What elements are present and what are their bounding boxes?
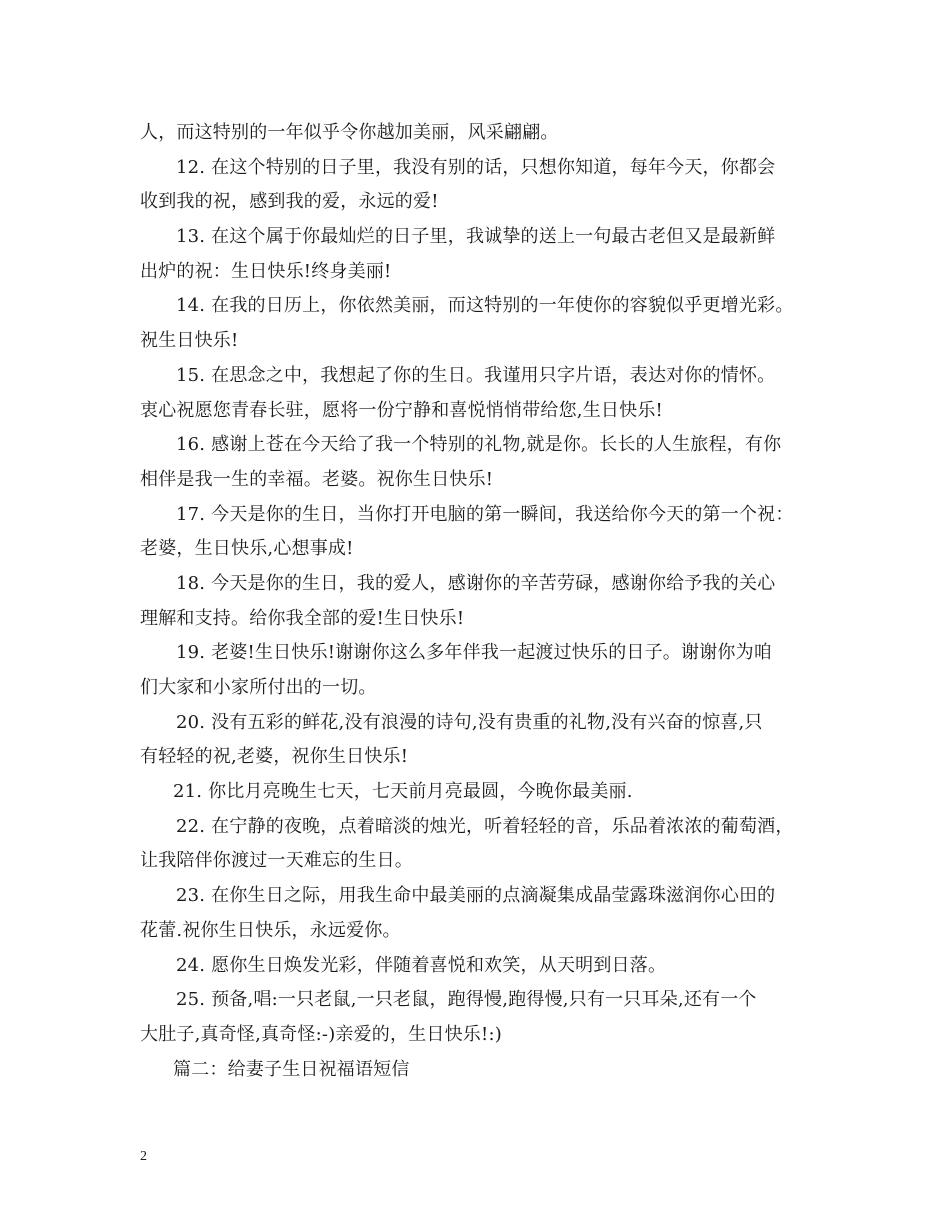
text-line: 22. 在宁静的夜晚，点着暗淡的烛光，听着轻轻的音，乐品着浓浓的葡萄酒， [176,815,794,837]
text-line: 相伴是我一生的幸福。老婆。祝你生日快乐! [140,468,494,490]
text-line: 祝生日快乐! [140,330,239,352]
text-line: 篇二：给妻子生日祝福语短信 [173,1058,410,1080]
text-line: 收到我的祝，感到我的爱，永远的爱! [140,191,439,213]
text-line: 人，而这特别的一年似乎令你越加美丽，风采翩翩。 [140,122,559,143]
text-line: 19. 老婆!生日快乐!谢谢你这么多年伴我一起渡过快乐的日子。谢谢你为咱 [176,642,773,664]
text-line: 让我陪伴你渡过一天难忘的生日。 [140,850,413,872]
text-line: 16. 感谢上苍在今天给了我一个特别的礼物,就是你。长长的人生旅程，有你 [176,434,782,456]
text-line: 大肚子,真奇怪,真奇怪:-)亲爱的，生日快乐!:) [140,1023,502,1045]
text-line: 18. 今天是你的生日，我的爱人，感谢你的辛苦劳碌，感谢你给予我的关心 [176,572,776,594]
text-line: 老婆，生日快乐,心想事成! [140,538,354,560]
text-line: 21. 你比月亮晚生七天，七天前月亮最圆，今晚你最美丽. [173,781,633,803]
text-line: 20. 没有五彩的鲜花,没有浪漫的诗句,没有贵重的礼物,没有兴奋的惊喜,只 [176,711,763,733]
page-number: 2 [140,1149,147,1164]
text-line: 出炉的祝：生日快乐!终身美丽! [140,260,392,282]
text-line: 17. 今天是你的生日，当你打开电脑的第一瞬间，我送给你今天的第一个祝： [176,503,794,525]
text-line: 们大家和小家所付出的一切。 [140,677,377,698]
text-line: 15. 在思念之中，我想起了你的生日。我谨用只字片语，表达对你的情怀。 [176,364,776,386]
document-body [140,116,830,1087]
text-line: 14. 在我的日历上，你依然美丽，而这特别的一年使你的容貌似乎更增光彩。 [176,295,794,317]
text-line: 25. 预备,唱:一只老鼠,一只老鼠，跑得慢,跑得慢,只有一只耳朵,还有一个 [176,989,757,1011]
text-line: 24. 愿你生日焕发光彩，伴随着喜悦和欢笑，从天明到日落。 [176,954,667,976]
text-line: 理解和支持。给你我全部的爱!生日快乐! [140,607,465,629]
text-line: 花蕾.祝你生日快乐，永远爱你。 [140,919,401,941]
text-line: 12. 在这个特别的日子里，我没有别的话，只想你知道，每年今天，你都会 [176,156,776,178]
text-line: 13. 在这个属于你最灿烂的日子里，我诚挚的送上一句最古老但又是最新鲜 [176,226,776,248]
text-line: 23. 在你生日之际，用我生命中最美丽的点滴凝集成晶莹露珠滋润你心田的 [176,885,776,907]
text-line: 衷心祝愿您青春长驻，愿将一份宁静和喜悦悄悄带给您,生日快乐! [140,399,663,421]
text-line: 有轻轻的祝,老婆，祝你生日快乐! [140,746,409,768]
